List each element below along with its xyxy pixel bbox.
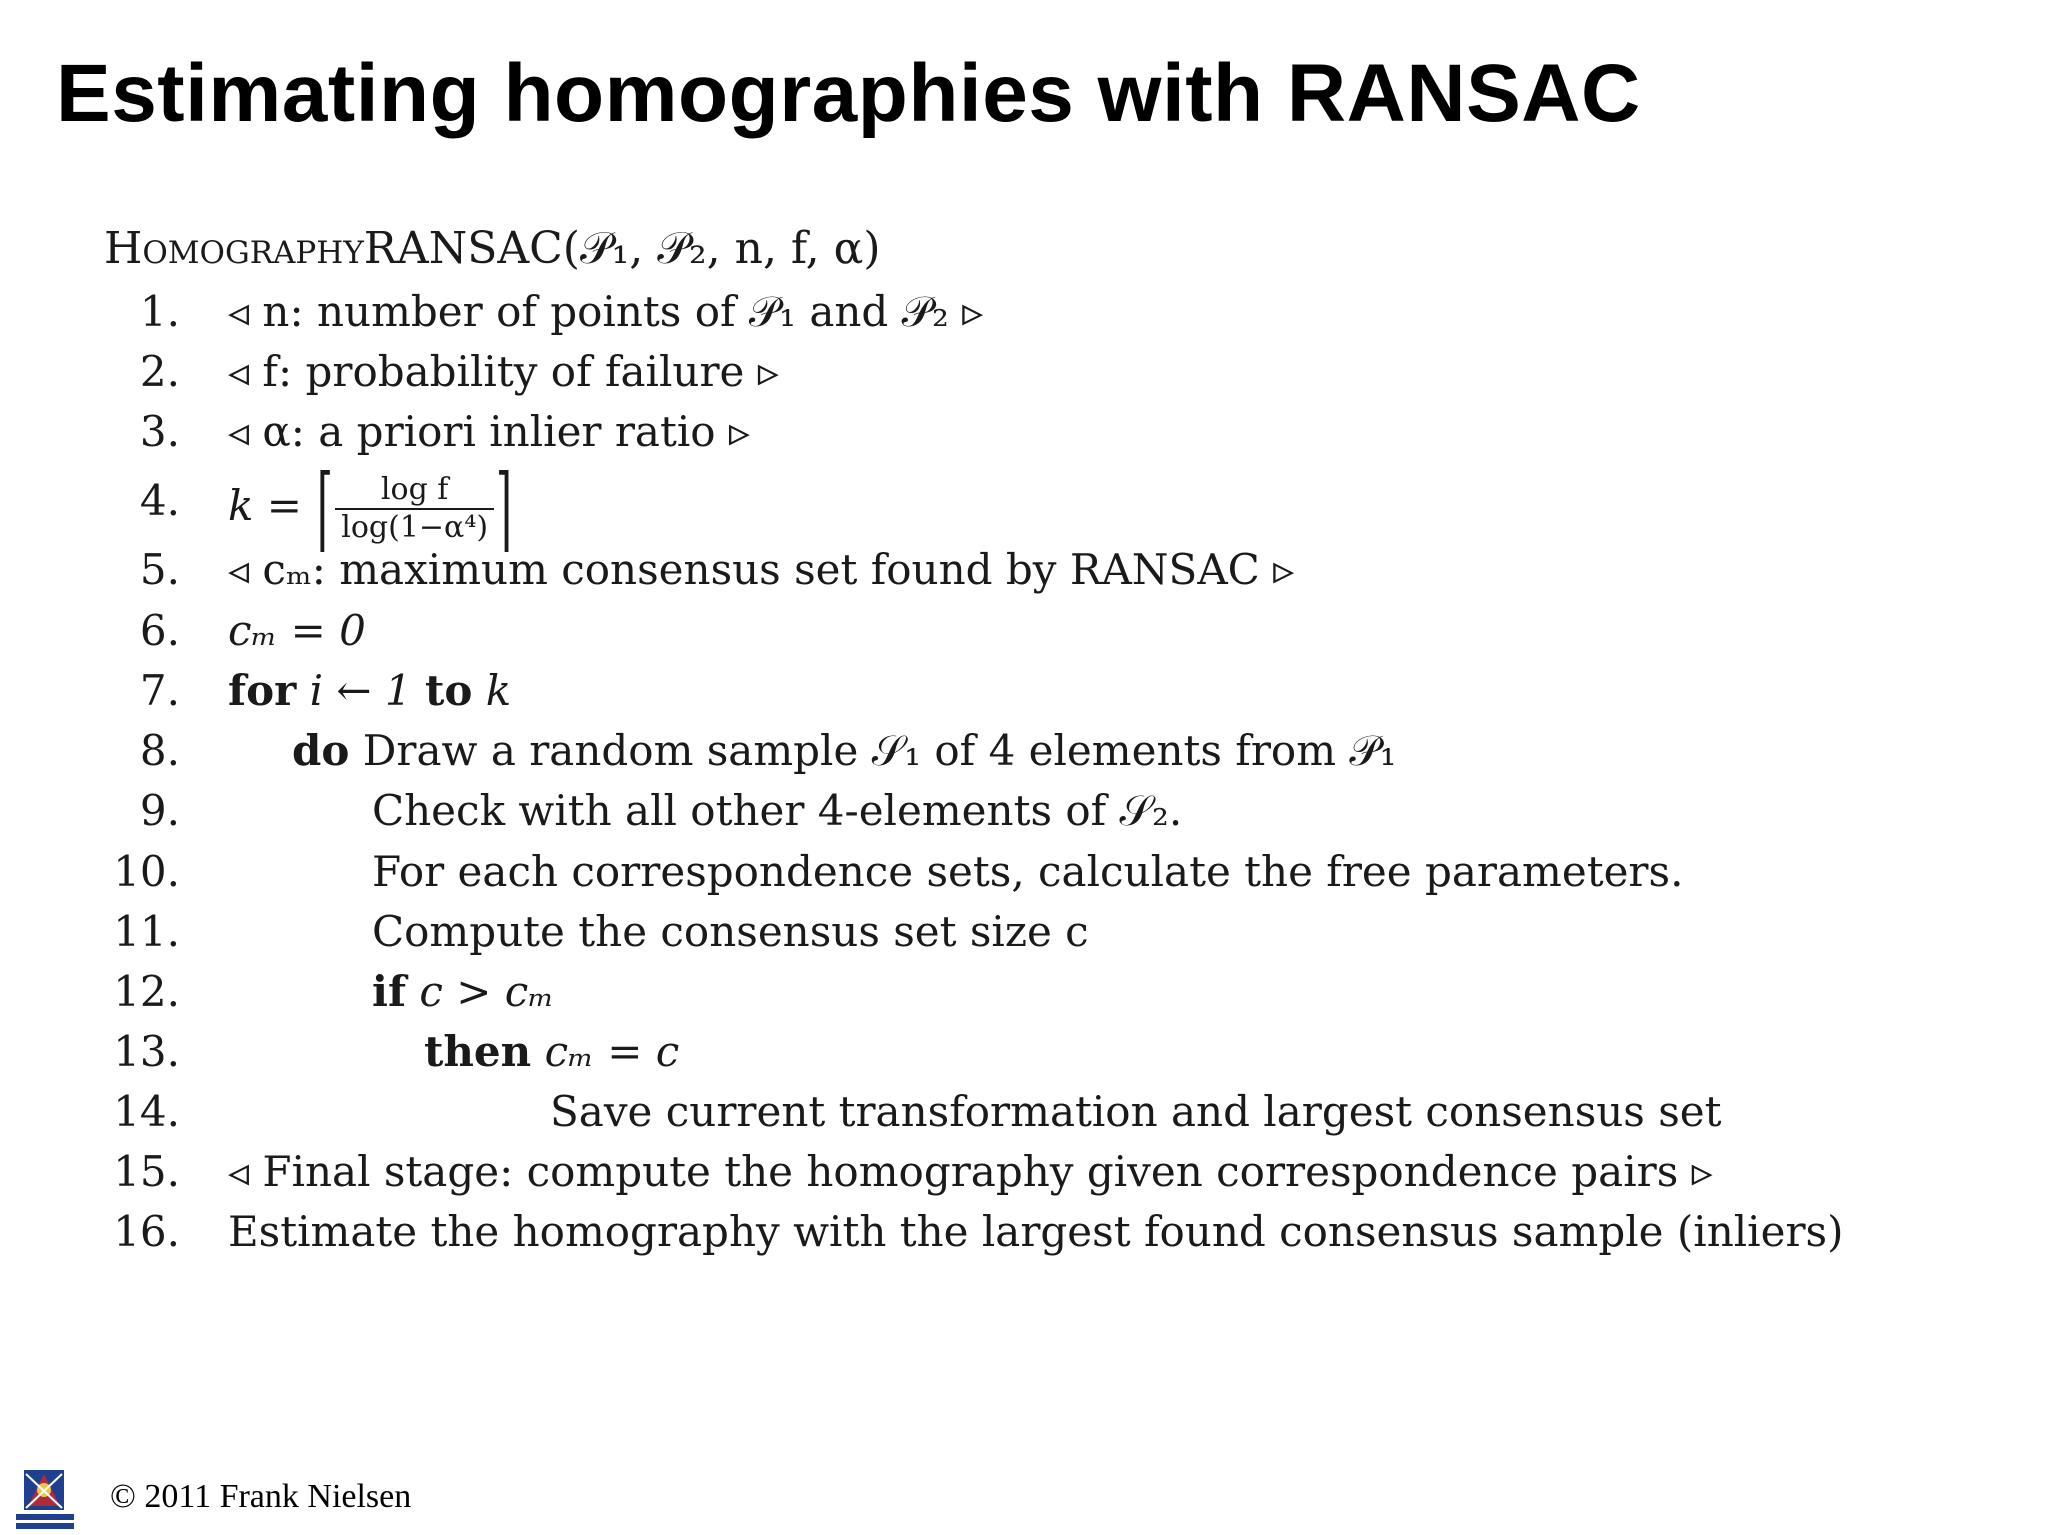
line-number: 16.: [113, 1207, 180, 1256]
loop-range-start: i ← 1: [309, 666, 412, 715]
line-number: 9.: [139, 786, 180, 835]
algorithm-name: HomographyRANSAC: [104, 223, 563, 274]
algorithm-args: (𝒫₁, 𝒫₂, n, f, α): [562, 223, 881, 274]
line-number: 12.: [113, 967, 180, 1016]
assignment: cₘ = c: [544, 1027, 680, 1076]
loop-range-end: k: [485, 666, 512, 715]
line-text: ◃ α: a priori inlier ratio ▹: [228, 407, 751, 456]
line-number: 8.: [139, 726, 180, 775]
line-text: Estimate the homography with the largest found consensus sample (inliers): [228, 1207, 1844, 1256]
line-number: 13.: [113, 1027, 180, 1076]
keyword-if: if: [372, 967, 407, 1016]
fraction: [335, 472, 494, 546]
keyword-to: to: [424, 666, 473, 715]
line-number: 3.: [139, 407, 180, 456]
line-text: [424, 1023, 679, 1081]
formula-lhs: k =: [228, 481, 302, 530]
line-number: 4.: [139, 476, 180, 525]
line-text: Save current transformation and largest consensus set: [550, 1087, 1722, 1136]
line-text: Compute the consensus set size c: [372, 907, 1089, 956]
line-text: [228, 662, 511, 720]
line-text: For each correspondence sets, calculate the free parameters.: [372, 847, 1684, 896]
keyword-then: then: [424, 1027, 532, 1076]
line-number: 6.: [139, 606, 180, 655]
line-number: 5.: [139, 545, 180, 594]
slide-title: Estimating homographies with RANSAC: [56, 48, 1641, 139]
line-formula: [228, 455, 514, 562]
line-text: Check with all other 4-elements of 𝒮₂.: [372, 786, 1183, 835]
fraction-numerator: log f: [335, 472, 494, 510]
line-number: 14.: [113, 1087, 180, 1136]
copyright-footer: © 2011 Frank Nielsen: [110, 1478, 412, 1515]
line-text: [372, 963, 554, 1021]
algorithm-header: [104, 220, 881, 278]
keyword-for: for: [228, 666, 297, 715]
line-text: [292, 722, 1397, 780]
line-text: ◃ f: probability of failure ▹: [228, 347, 779, 396]
line-text: ◃ cₘ: maximum consensus set found by RANSAC ▹: [228, 545, 1295, 594]
ceil-left-bracket: ⌈: [317, 455, 334, 562]
ceil-right-bracket: ⌉: [495, 455, 513, 562]
line-number: 11.: [113, 907, 180, 956]
line-number: 2.: [139, 347, 180, 396]
line-text: ◃ n: number of points of 𝒫₁ and 𝒫₂ ▹: [228, 287, 984, 336]
line-text: ◃ Final stage: compute the homography given correspondence pairs ▹: [228, 1147, 1713, 1196]
ecole-polytechnique-logo: [14, 1468, 76, 1532]
line-number: 7.: [139, 666, 180, 715]
condition: c > cₘ: [419, 967, 555, 1016]
line-number: 1.: [139, 287, 180, 336]
line-number: 15.: [113, 1147, 180, 1196]
fraction-denominator: log(1−α⁴): [341, 510, 489, 545]
line-text: cₘ = 0: [228, 606, 366, 655]
line-number: 10.: [113, 847, 180, 896]
keyword-do: do: [292, 726, 350, 775]
line-content: Draw a random sample 𝒮₁ of 4 elements from 𝒫₁: [362, 726, 1397, 775]
